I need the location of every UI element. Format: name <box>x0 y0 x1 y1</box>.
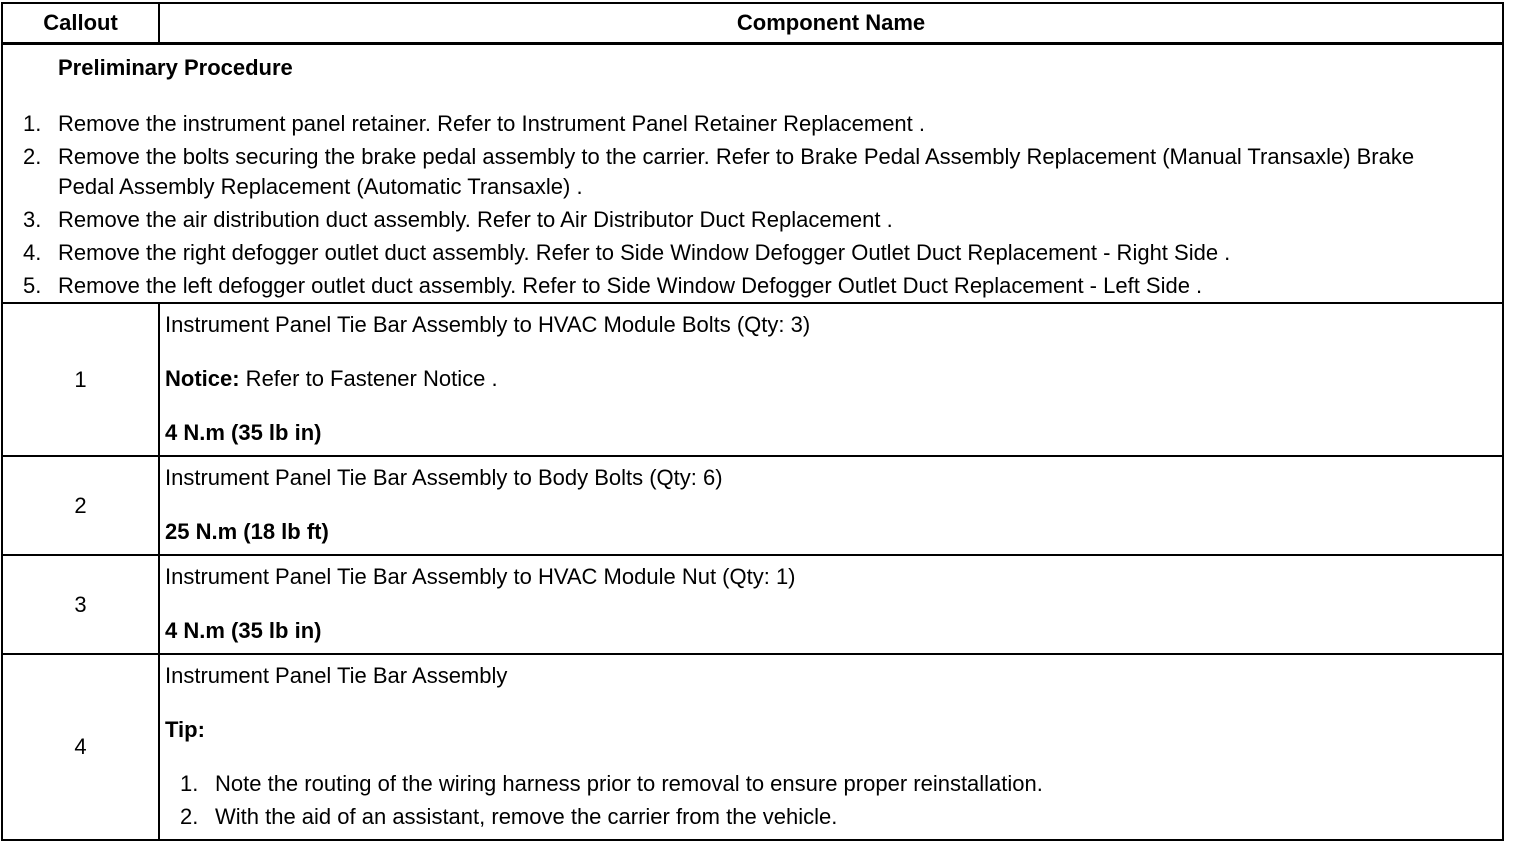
callout-number: 3 <box>2 555 159 654</box>
step-text: Remove the air distribution duct assembly. Refer to Air Distributor Duct Replacement . <box>58 207 893 232</box>
callout-number: 4 <box>2 654 159 840</box>
component-cell <box>159 303 1503 456</box>
table-row <box>2 456 1503 555</box>
step-number: 3. <box>23 207 42 232</box>
component-cell <box>159 456 1503 555</box>
procedure-table <box>1 2 1504 841</box>
table-header-row <box>2 3 1503 44</box>
preliminary-procedure-row <box>2 44 1503 304</box>
step-text: Remove the instrument panel retainer. Refer to Instrument Panel Retainer Replacement . <box>58 111 926 136</box>
preliminary-procedure-cell <box>2 44 1503 304</box>
tip-item <box>165 769 1502 799</box>
step-number: 2. <box>23 144 42 169</box>
torque-spec: 4 N.m (35 lb in) <box>165 420 322 445</box>
tip-text: With the aid of an assistant, remove the carrier from the vehicle. <box>215 804 838 829</box>
step-text: Remove the bolts securing the brake pedal assembly to the carrier. Refer to Brake Pedal Assembly Replacement (Manual Transaxle) Brake Pedal Assembly Replacement (Automatic Transaxle) . <box>58 144 1415 199</box>
tip-number: 1. <box>180 771 199 796</box>
preliminary-step <box>3 238 1423 268</box>
preliminary-step <box>3 271 1423 301</box>
tip-item <box>165 802 1502 832</box>
step-text: Remove the left defogger outlet duct assembly. Refer to Side Window Defogger Outlet Duct Replacement - Left Side . <box>58 273 1203 298</box>
preliminary-steps-list <box>3 109 1423 304</box>
step-number: 5. <box>23 273 42 298</box>
preliminary-step <box>3 142 1423 202</box>
step-number: 4. <box>23 240 42 265</box>
callout-number: 2 <box>2 456 159 555</box>
torque-spec: 25 N.m (18 lb ft) <box>165 519 329 544</box>
component-name: Instrument Panel Tie Bar Assembly to HVAC Module Bolts (Qty: 3) <box>165 312 811 337</box>
preliminary-step <box>3 205 1423 235</box>
tip-list <box>165 769 1502 832</box>
preliminary-procedure-title: Preliminary Procedure <box>58 55 293 80</box>
component-name-column-header: Component Name <box>159 3 1503 44</box>
callout-column-header: Callout <box>2 3 159 44</box>
callout-number: 1 <box>2 303 159 456</box>
notice-line <box>165 364 1502 394</box>
component-name: Instrument Panel Tie Bar Assembly <box>165 663 508 688</box>
step-text: Remove the right defogger outlet duct assembly. Refer to Side Window Defogger Outlet Duct Replacement - Right Side . <box>58 240 1231 265</box>
tip-text: Note the routing of the wiring harness prior to removal to ensure proper reinstallation. <box>215 771 1043 796</box>
notice-text: Refer to Fastener Notice . <box>239 366 498 391</box>
step-number: 1. <box>23 111 42 136</box>
component-name: Instrument Panel Tie Bar Assembly to HVAC Module Nut (Qty: 1) <box>165 564 796 589</box>
table-row <box>2 654 1503 840</box>
component-cell <box>159 555 1503 654</box>
component-cell <box>159 654 1503 840</box>
table-row <box>2 303 1503 456</box>
component-name: Instrument Panel Tie Bar Assembly to Body Bolts (Qty: 6) <box>165 465 723 490</box>
tip-number: 2. <box>180 804 199 829</box>
torque-spec: 4 N.m (35 lb in) <box>165 618 322 643</box>
tip-label: Tip: <box>165 717 205 742</box>
preliminary-step <box>3 109 1423 139</box>
table-row <box>2 555 1503 654</box>
notice-label: Notice: <box>165 366 240 391</box>
